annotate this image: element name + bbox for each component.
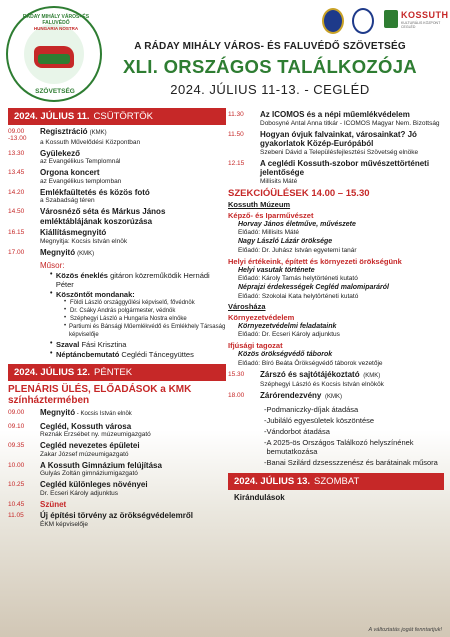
event-body <box>260 159 444 186</box>
day1-events <box>8 127 226 259</box>
event-title <box>40 511 226 521</box>
right-top-events <box>228 110 444 186</box>
talk-speaker: Előadó: Károly Tamás helytörténeti kutató <box>238 275 358 282</box>
event-time: 13.30 <box>8 149 25 157</box>
event-title <box>40 168 226 178</box>
talks-environment <box>228 323 444 340</box>
right-bottom-events <box>228 370 444 403</box>
day1-event <box>8 188 226 206</box>
event-body <box>40 127 226 147</box>
event-time: 12.15 <box>228 159 245 167</box>
day1-weekday: CSÜTÖRTÖK <box>93 111 153 122</box>
bullet-icon: • <box>50 271 53 278</box>
event-time: 17.00 <box>8 248 25 256</box>
event-title-text: Az ICOMOS és a népi műemlékvédelem <box>260 110 410 119</box>
event-time: 14.20 <box>8 188 25 196</box>
day2-event <box>8 441 226 459</box>
event-body <box>40 441 226 459</box>
event-time: 11.50 <box>228 130 244 138</box>
category-youth: Ifjúsági tagozat <box>228 341 283 350</box>
event-body <box>40 500 226 510</box>
program-item <box>50 340 226 349</box>
bullet-rest: Ceglédi Táncegyüttes <box>119 350 194 359</box>
event-body <box>40 149 226 167</box>
closing-item <box>264 438 444 456</box>
day2-event <box>8 500 226 510</box>
day2-event <box>8 480 226 498</box>
event-date-location: 2024. JÚLIUS 11-13. - CEGLÉD <box>170 82 370 97</box>
day3-weekday: SZOMBAT <box>314 475 360 487</box>
event-title <box>40 248 226 260</box>
venue-city-hall: Városháza <box>228 301 266 311</box>
category-art: Képző- és Iparművészet <box>228 210 314 220</box>
bullet-icon: • <box>64 299 67 305</box>
event-title-text: Szünet <box>40 499 67 509</box>
event-title <box>40 500 226 510</box>
talks-heritage <box>228 267 444 301</box>
talk-title: Helyi vasutak története <box>238 266 315 274</box>
logo-ring-top: RÁDAY MIHÁLY VÁROS- ÉS FALUVÉDŐ <box>22 14 90 26</box>
talk-title: Közös örökségvédő táborok <box>238 351 333 358</box>
event-title <box>40 441 226 451</box>
logo-inner-text: HUNGARIA NOSTRA <box>33 26 79 31</box>
organization-title: A RÁDAY MIHÁLY VÁROS- ÉS FALUVÉDŐ SZÖVETSÉG <box>134 41 406 52</box>
event-title-text: Megnyitó <box>40 247 76 257</box>
bullet-text <box>56 290 135 299</box>
event-time: 10.25 <box>8 481 25 488</box>
event-title-text: Zárórendezvény <box>260 391 322 400</box>
day2-date: 2024. JÚLIUS 12. <box>14 367 91 378</box>
event-title-text: Megnyitó <box>40 408 76 417</box>
talk-speaker: Előadó: Dr. Juhász István egyetemi tanár <box>238 246 357 254</box>
event-time: 13.45 <box>8 169 25 176</box>
event-body <box>40 248 226 260</box>
event-subtitle: Millisits Máté <box>260 177 298 185</box>
day1-speakers <box>8 299 226 339</box>
closing-text: Podmaniczky-díjak átadása <box>266 404 359 414</box>
bullet-bold: Közös éneklés <box>55 271 108 280</box>
program-label: Műsor: <box>40 261 65 270</box>
event-subtitle: a Szabadság téren <box>40 197 95 204</box>
event-title <box>260 391 444 403</box>
kossuth-name: KOSSUTH <box>401 10 449 20</box>
bullet-icon: • <box>50 290 53 297</box>
talk-title: Nagy László Lázár öröksége <box>238 238 333 245</box>
city-crest-icon <box>322 8 344 34</box>
day1-program2 <box>8 340 226 359</box>
event-subtitle: Zakar József múzeumigazgató <box>40 450 129 458</box>
day3-date: 2024. JÚLIUS 13. <box>234 475 311 487</box>
event-subtitle: Megnyitja: Kocsis István elnök <box>40 237 128 245</box>
event-body <box>40 207 226 226</box>
category-heritage: Helyi értékeink, épített és környezeti örökségünk <box>228 256 402 266</box>
program-item <box>50 290 226 299</box>
bullet-bold: Szaval <box>56 340 80 349</box>
day1-event <box>8 228 226 246</box>
event-body <box>260 110 444 128</box>
speaker-text: Dr. Csáky András polgármester, védnök <box>70 308 176 314</box>
day2-event <box>8 408 226 420</box>
bullet-text <box>56 271 226 289</box>
event-title <box>260 159 444 178</box>
day2-event <box>8 422 226 440</box>
dash-icon: - <box>264 404 267 414</box>
event-body <box>260 391 444 403</box>
county-crest-icon <box>352 8 374 34</box>
talk-speaker: Előadó: Szokolai Kata helytörténeti kutató <box>238 292 359 300</box>
event-subtitle: Szebeni Dávid a Településfejlesztési Szövetség elnöke <box>260 148 419 156</box>
logo-ring-bottom: SZÖVETSÉG <box>35 88 75 95</box>
event-body <box>40 228 226 246</box>
dash-icon: - <box>264 457 267 467</box>
kossuth-mark-icon <box>384 10 398 28</box>
closing-item <box>264 405 444 414</box>
talk-speaker: Előadó: Millisits Máté <box>238 229 300 236</box>
event-title <box>260 370 444 382</box>
event-time: 09.00 <box>8 409 25 416</box>
closing-item <box>264 458 444 467</box>
association-logo <box>6 6 102 102</box>
event-note: (KMK) <box>77 250 95 257</box>
event-title <box>40 149 226 159</box>
right-event <box>228 391 444 403</box>
event-title <box>260 130 444 149</box>
talk-title: Környezetvédelmi feladataink <box>238 322 337 330</box>
closing-text: Banai Szilárd dzsesszzenész és barátainak műsora <box>266 457 438 467</box>
closing-item <box>264 427 444 436</box>
left-column <box>8 108 226 529</box>
event-title <box>40 188 226 198</box>
event-time: 16.15 <box>8 229 25 236</box>
day2-event <box>8 461 226 479</box>
right-event <box>228 130 444 157</box>
event-body <box>260 130 444 157</box>
plenary-title: PLENÁRIS ÜLÉS, ELŐADÁSOK a KMK színháztermében <box>8 384 192 406</box>
event-title: XLI. ORSZÁGOS TALÁLKOZÓJA <box>123 56 417 77</box>
speaker-item <box>64 299 226 307</box>
day1-program <box>8 271 226 299</box>
event-title-text: Kiállításmegnyitó <box>40 228 107 237</box>
speaker-text: Széphegyi László a Hungaria Nostra elnöke <box>70 316 187 322</box>
event-inline: - Kocsis István elnök <box>75 411 132 417</box>
event-subtitle: az Evangélikus Templomnál <box>40 158 121 165</box>
event-title <box>40 461 226 471</box>
day1-header <box>8 108 226 125</box>
event-body <box>40 408 226 420</box>
right-column <box>228 108 444 502</box>
bullet-text <box>56 340 126 349</box>
closing-text: Vándorbot átadása <box>266 426 330 436</box>
bullet-icon: • <box>50 350 53 357</box>
program-item <box>50 350 226 359</box>
talk-speaker: Előadó: Bíró Beáta Örökségvédő táborok vezetője <box>238 359 383 367</box>
program-item <box>50 271 226 289</box>
bullet-bold: Köszöntőt mondanak: <box>56 290 135 299</box>
category-environment: Környezetvédelem <box>228 312 295 322</box>
event-title <box>40 422 226 432</box>
talks-art <box>228 221 444 255</box>
event-title-text: Gyülekező <box>40 148 81 158</box>
event-body <box>40 422 226 440</box>
event-time: 15.30 <box>228 370 245 378</box>
sections-title: SZEKCIÓÜLÉSEK 14.00 – 15.30 <box>228 187 370 199</box>
event-body <box>40 461 226 479</box>
event-time: 11.30 <box>228 111 244 118</box>
event-title <box>40 408 226 420</box>
day1-event <box>8 168 226 186</box>
event-note: (KMK) <box>89 130 107 136</box>
event-note: (KMK) <box>361 372 381 379</box>
event-time: 09.35 <box>8 442 25 449</box>
footer-note: A változtatás jogát fenntartjuk! <box>368 627 442 633</box>
event-subtitle: Dobosyné Antal Anna titkár - ICOMOS Magyar Nem. Bizottság <box>260 119 440 127</box>
day2-events <box>8 408 226 529</box>
day2-weekday: PÉNTEK <box>94 367 133 378</box>
event-time: 10.00 <box>8 461 25 469</box>
event-subtitle: Reznák Erzsébet ny. múzeumigazgató <box>40 431 151 438</box>
talks-youth <box>228 351 444 368</box>
event-subtitle: az Evangélikus templomban <box>40 177 122 185</box>
right-event <box>228 159 444 186</box>
day3-header <box>228 473 444 490</box>
venue-museum: Kossuth Múzeum <box>228 199 291 209</box>
closing-text: A 2025-ös Országos Találkozó helyszínének bemutatkozása <box>266 437 414 456</box>
kossuth-center-logo <box>384 10 449 34</box>
talk-title: Néprajzi érdekességek Cegléd malomiparáról <box>238 284 389 291</box>
day2-header <box>8 364 226 381</box>
event-title <box>40 480 226 490</box>
dash-icon: - <box>264 437 267 447</box>
bullet-rest: Fási Krisztina <box>79 340 127 349</box>
speaker-text: Földi László országgyűlési képviselő, fővédnök <box>70 300 195 306</box>
event-title <box>40 127 226 139</box>
event-title-text: A ceglédi Kossuth-szobor művészettörténeti jelentősége <box>260 158 430 177</box>
speaker-item <box>64 315 226 323</box>
closing-item <box>264 416 444 425</box>
bullet-icon: • <box>64 315 67 321</box>
day1-event <box>8 207 226 226</box>
right-event <box>228 370 444 390</box>
event-title-text: Orgona koncert <box>40 168 100 177</box>
event-time: 11.05 <box>8 512 24 519</box>
event-title <box>260 110 444 120</box>
event-title <box>40 207 226 226</box>
event-title-text: Emlékfaültetés és közös fotó <box>40 187 150 197</box>
bullet-icon: • <box>50 340 53 347</box>
event-time: 10.45 <box>8 500 25 508</box>
kossuth-sub: KULTURÁLIS KÖZPONT CEGLÉD <box>401 21 441 29</box>
event-title-text: Cegléd különleges növényei <box>40 480 148 489</box>
event-subtitle: Gulyás Zoltán gimnáziumigazgató <box>40 470 138 477</box>
event-title-text: Cegléd, Kossuth városa <box>40 421 132 431</box>
event-subtitle: a Kossuth Művelődési Központban <box>40 138 141 146</box>
dash-icon: - <box>264 426 267 436</box>
bullet-text <box>56 350 194 359</box>
event-title-text: Városnéző séta és Márkus János emléktáblájának koszorúzása <box>40 207 166 226</box>
bullet-icon: • <box>64 307 67 313</box>
event-time: 09.00 -13.00 <box>8 128 27 142</box>
bullet-rest: gitáron közreműködik Hernádi Péter <box>55 271 210 289</box>
day1-event <box>8 127 226 147</box>
event-time: 09.10 <box>8 422 25 430</box>
talk-speaker: Előadó: Dr. Ecseri Károly adjunktus <box>238 331 340 338</box>
event-body <box>40 511 226 529</box>
event-body <box>40 188 226 206</box>
day2-event <box>8 511 226 529</box>
day1-event <box>8 248 226 260</box>
event-subtitle: ÉKM képviselője <box>40 520 89 528</box>
header <box>0 0 450 108</box>
talk-title: Horvay János életműve, művészete <box>238 220 356 228</box>
event-title-text: Cegléd nevezetes épületei <box>40 441 140 450</box>
event-title-text: A Kossuth Gimnázium felújítása <box>40 460 162 470</box>
event-body <box>260 370 444 390</box>
bullet-icon: • <box>64 323 67 329</box>
event-title-text: Regisztráció <box>40 127 88 136</box>
speaker-item <box>64 307 226 315</box>
day1-event <box>8 149 226 167</box>
right-event <box>228 110 444 128</box>
event-title-text: Új építési törvény az örökségvédelemről <box>40 511 193 520</box>
closing-text: Jubiláló egyesületek köszöntése <box>266 415 375 425</box>
event-title-text: Hogyan óvjuk falvainkat, városainkat? Jó gyakorlatok Közép-Európából <box>260 129 417 148</box>
speaker-item <box>64 323 226 339</box>
dash-icon: - <box>264 415 267 425</box>
event-title-text: Zárszó és sajtótájékoztató <box>260 369 360 379</box>
day3-event: Kirándulások <box>234 492 285 502</box>
event-note: (KMK) <box>323 394 343 400</box>
event-title <box>40 228 226 238</box>
event-subtitle: Dr. Ecseri Károly adjunktus <box>40 489 119 497</box>
day1-date: 2024. JÚLIUS 11. <box>14 111 90 122</box>
event-body <box>40 168 226 186</box>
event-body <box>40 480 226 498</box>
closing-program <box>228 405 444 467</box>
event-time: 18.00 <box>228 392 245 399</box>
event-subtitle: Széphegyi László és Kocsis István elnökök <box>260 381 384 388</box>
speaker-text: Partiumi és Bánsági Műemlékvédő és Emlékhely Társaság képviselője <box>69 324 226 338</box>
bullet-bold: Néptáncbemutató <box>56 350 120 359</box>
event-time: 14.50 <box>8 208 25 215</box>
